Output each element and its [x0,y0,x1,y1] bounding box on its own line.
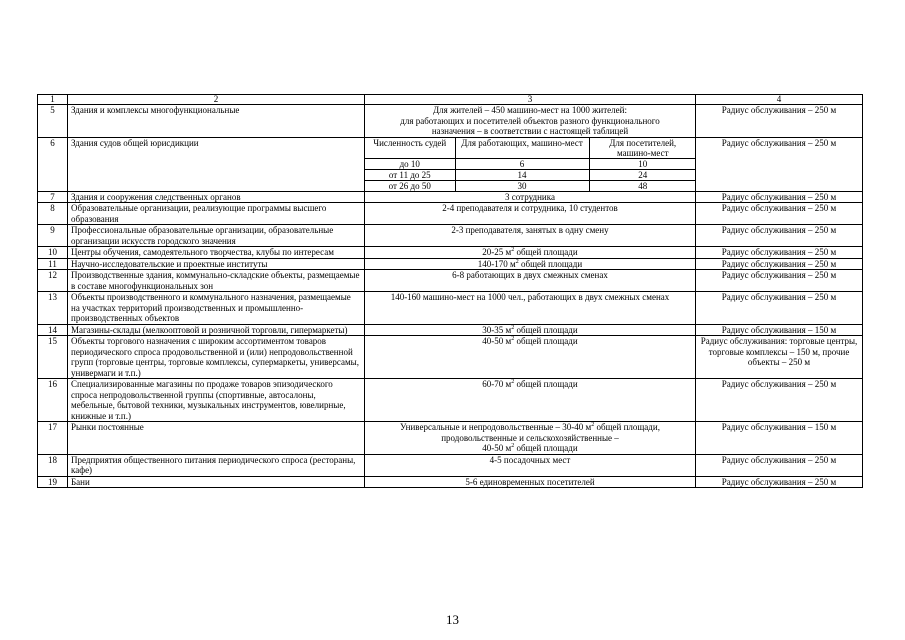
subtable-cell: от 26 до 50 [365,180,455,191]
parking-norms-table [37,94,863,488]
object-name: Объекты торгового назначения с широким ассортиментом товаров периодического спроса продовольственной и (или) непродовольственной групп (торговые центры, торговые комплексы, супермаркеты, универсамы, универмаги и т.п.) [68,336,365,379]
parking-norm [365,105,696,138]
header-col-2: 2 [68,95,365,105]
subtable-cell: 24 [589,169,696,180]
row-number: 17 [38,422,68,455]
subtable-cell: 30 [455,180,589,191]
table-row [38,454,863,476]
parking-norm: 6-8 работающих в двух смежных сменах [365,270,696,292]
object-name: Специализированные магазины по продаже товаров эпизодического спроса непродовольственной группы (спортивные, автосалоны, мебельные, бытовой техники, музыкальных инструментов, ювелирные, книжные и т.п.) [68,379,365,422]
subtable-header-visitors: Для посетителей, машино-мест [589,138,696,159]
subtable-header-workers: Для работающих, машино-мест [455,138,589,159]
header-col-1: 1 [38,95,68,105]
row-number: 11 [38,258,68,270]
norm-line: Для жителей – 450 машино-мест на 1000 жителей: [433,105,627,115]
court-parking-subtable-cell [365,137,696,191]
object-name: Здания и комплексы многофункциональные [68,105,365,138]
norm-unit-exponent: 2 [511,379,515,385]
norm-text: Универсальные и непродовольственные – 30-40 м [400,422,592,432]
service-radius: Радиус обслуживания – 250 м [696,105,863,138]
object-name: Производственные здания, коммунально-складские объекты, размещаемые в составе многофункциональных зон [68,270,365,292]
row-number: 7 [38,191,68,203]
subtable-cell: 10 [589,158,696,169]
object-name: Научно-исследовательские и проектные институты [68,258,365,270]
norm-unit-exponent: 2 [511,443,515,449]
parking-norm: 4-5 посадочных мест [365,454,696,476]
service-radius: Радиус обслуживания – 250 м [696,258,863,270]
norm-text: общей площади [518,258,583,269]
norm-text: общей площади, [594,422,660,432]
table-header-row [38,95,863,105]
parking-norm: 2-3 преподавателя, занятых в одну смену [365,225,696,247]
service-radius: Радиус обслуживания – 250 м [696,225,863,247]
norm-line [368,422,692,433]
norm-text: 40-50 м [482,336,512,346]
parking-norm [365,324,696,336]
parking-norm: 140-160 машино-мест на 1000 чел., работающих в двух смежных сменах [365,292,696,325]
row-number: 13 [38,292,68,325]
norm-unit-exponent: 2 [511,247,515,253]
service-radius: Радиус обслуживания – 250 м [696,270,863,292]
subtable-cell: до 10 [365,158,455,169]
service-radius: Радиус обслуживания: торговые центры, торговые комплексы – 150 м, прочие объекты – 250 м [696,336,863,379]
subtable-header-row [365,138,696,159]
norm-text: 30-35 м [482,324,512,335]
service-radius: Радиус обслуживания – 250 м [696,203,863,225]
norm-line: продовольственные и сельскохозяйственные – [441,432,619,443]
row-number: 12 [38,270,68,292]
table-row [38,379,863,422]
subtable-row [365,169,696,180]
norm-line: для работающих и посетителей объектов разного функционального [400,115,660,126]
object-name: Образовательные организации, реализующие программы высшего образования [68,203,365,225]
parking-norm [365,336,696,379]
norm-text: общей площади [514,336,578,346]
norm-unit-exponent: 2 [515,258,519,265]
service-radius: Радиус обслуживания – 250 м [696,476,863,488]
parking-norm: 5-6 единовременных посетителей [365,476,696,488]
norm-unit-exponent: 2 [591,422,595,428]
table-row [38,324,863,336]
norm-text: общей площади [514,379,578,389]
table-row [38,137,863,191]
object-name: Профессиональные образовательные организации, образовательные организации искусств городского значения [68,225,365,247]
norm-text: 140-170 м [477,258,516,269]
parking-norm: 3 сотрудника [365,191,696,203]
subtable-cell: 14 [455,169,589,180]
court-parking-subtable [365,138,696,191]
subtable-row [365,158,696,169]
row-number: 14 [38,324,68,336]
table-row [38,476,863,488]
table-row [38,247,863,259]
norm-line [368,443,692,454]
object-name: Здания и сооружения следственных органов [68,191,365,203]
table-row [38,336,863,379]
norm-text: 60-70 м [482,379,512,389]
row-number: 8 [38,203,68,225]
object-name: Бани [68,476,365,488]
norm-text: общей площади [514,324,578,335]
table-row [38,191,863,203]
parking-norm [365,247,696,259]
norm-line: назначения – в соответствии с настоящей таблицей [431,126,629,136]
object-name: Рынки постоянные [68,422,365,455]
service-radius: Радиус обслуживания – 150 м [696,422,863,455]
page-number: 13 [446,612,459,627]
service-radius: Радиус обслуживания – 250 м [696,379,863,422]
subtable-cell: 48 [589,180,696,191]
table-row [38,270,863,292]
norm-text: общей площади [514,247,578,257]
subtable-header-judges: Численность судей [365,138,455,159]
table-row [38,105,863,138]
table-row [38,422,863,455]
subtable-row [365,180,696,191]
table-row [38,292,863,325]
parking-norm [365,258,696,270]
row-number: 16 [38,379,68,422]
norm-text: 20-25 м [482,247,512,257]
row-number: 5 [38,105,68,138]
norm-unit-exponent: 2 [511,324,515,331]
object-name: Объекты производственного и коммунального назначения, размещаемые на участках территорий производственных и промышленно-производственных объектов [68,292,365,325]
service-radius: Радиус обслуживания – 250 м [696,247,863,259]
service-radius: Радиус обслуживания – 250 м [696,137,863,191]
norm-text: 40-50 м [482,443,512,453]
row-number: 19 [38,476,68,488]
object-name: Центры обучения, самодеятельного творчества, клубы по интересам [68,247,365,259]
row-number: 6 [38,137,68,191]
object-name: Предприятия общественного питания периодического спроса (рестораны, кафе) [68,454,365,476]
subtable-cell: 6 [455,158,589,169]
service-radius: Радиус обслуживания – 150 м [696,324,863,336]
object-name: Магазины-склады (мелкооптовой и розничной торговли, гипермаркеты) [68,324,365,336]
object-name: Здания судов общей юрисдикции [68,137,365,191]
service-radius: Радиус обслуживания – 250 м [696,292,863,325]
row-number: 9 [38,225,68,247]
header-col-3: 3 [365,95,696,105]
row-number: 15 [38,336,68,379]
table-row [38,225,863,247]
norm-unit-exponent: 2 [511,336,515,342]
service-radius: Радиус обслуживания – 250 м [696,454,863,476]
header-col-4: 4 [696,95,863,105]
service-radius: Радиус обслуживания – 250 м [696,191,863,203]
parking-norm: 2-4 преподавателя и сотрудника, 10 студентов [365,203,696,225]
norm-text: общей площади [514,443,578,453]
table-row [38,203,863,225]
subtable-cell: от 11 до 25 [365,169,455,180]
table-row [38,258,863,270]
row-number: 10 [38,247,68,259]
parking-norm [365,422,696,455]
row-number: 18 [38,454,68,476]
parking-norm [365,379,696,422]
